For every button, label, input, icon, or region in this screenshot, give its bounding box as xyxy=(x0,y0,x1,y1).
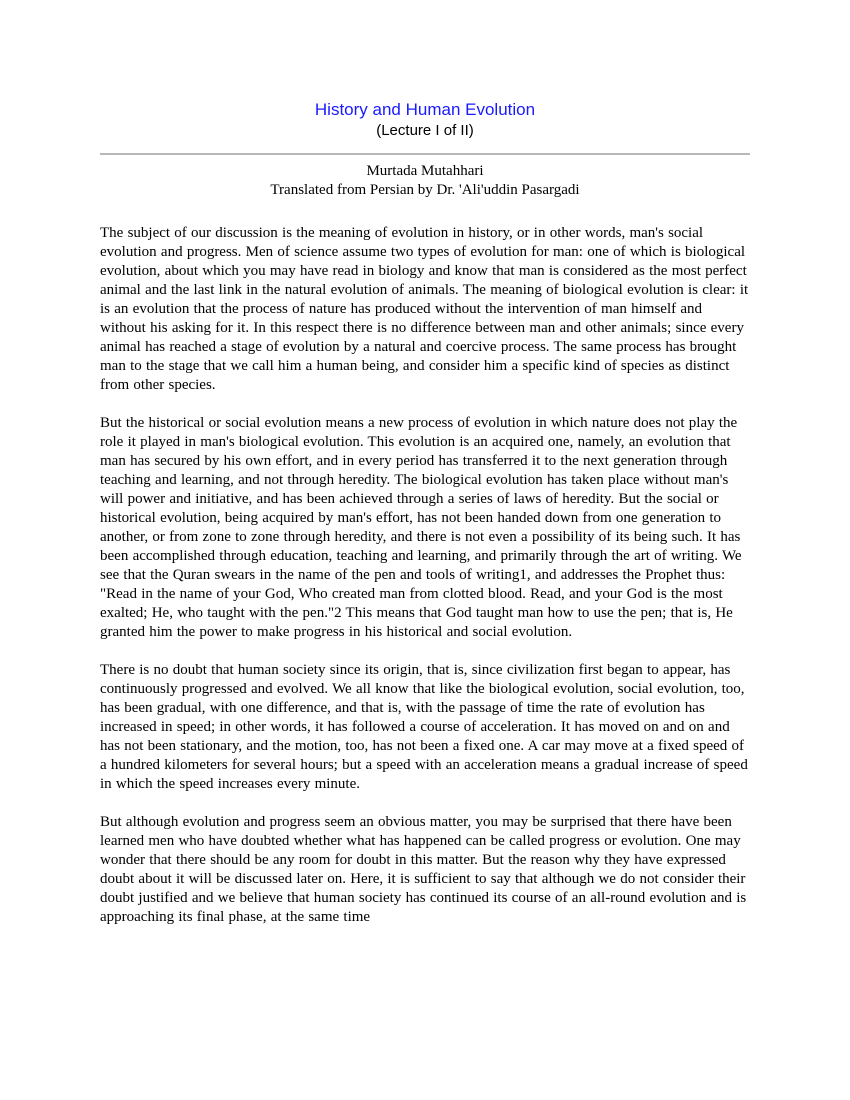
body-paragraph: But the historical or social evolution means a new process of evolution in which nature does not play the role it played in man's biological evolution. This evolution is an acquired one, namely, an evolution that man has secured by his own effort, and in every period has transferred it to the next generation through teaching and learning, and not through heredity. The biological evolution has taken place without man's will power and initiative, and has been achieved through a series of laws of heredity. But the social or historical evolution, being acquired by man's effort, has not been handed down from one generation to another, or from zone to zone through heredity, and there is not even a possibility of its being such. It has been accomplished through education, teaching and learning, and primarily through the art of writing. We see that the Quran swears in the name of the pen and tools of writing1, and addresses the Prophet thus: "Read in the name of your God, Who created man from clotted blood. Read, and your God is the most exalted; He, who taught with the pen."2 This means that God taught man how to use the pen; that is, He granted him the power to make progress in his historical and social evolution. xyxy=(100,415,742,640)
body-paragraph: But although evolution and progress seem an obvious matter, you may be surprised that there have been learned men who have doubted whether what has happened can be called progress or evolution. One may wonder that there should be any room for doubt in this matter. But the reason why they have expressed doubt about it will be discussed later on. Here, it is sufficient to say that although we do not consider their doubt justified and we believe that human society has continued its course of an all-round evolution and is approaching its final phase, at the same time xyxy=(100,814,747,925)
document-title: History and Human Evolution xyxy=(314,100,536,119)
body-paragraph: The subject of our discussion is the meaning of evolution in history, or in other words, man's social evolution and progress. Men of science assume two types of evolution for man: one of which is biological evolution, about which you may have read in biology and know that man is considered as the most perfect animal and the last link in the natural evolution of animals. The meaning of biological evolution is clear: it is an evolution that the process of nature has produced without the intervention of man himself and without his asking for it. In this respect there is no difference between man and other animals; since every animal has reached a stage of evolution by a natural and coercive process. The same process has brought man to the stage that we call him a human being, and consider him a specific kind of species as distinct from other species. xyxy=(100,225,749,393)
body-paragraph: There is no doubt that human society since its origin, that is, since civilization first began to appear, has continuously progressed and evolved. We all know that like the biological evolution, social evolution, too, has been gradual, with one difference, and that is, with the passage of time the rate of evolution has increased in speed; in other words, it has followed a course of acceleration. It has moved on and on and has not been stationary, and the motion, too, has not been a fixed one. A car may move at a fixed speed of a hundred kilometers for several hours; but a speed with an acceleration means a gradual increase of speed in which the speed increases every minute. xyxy=(100,662,748,792)
horizontal-rule xyxy=(100,153,750,155)
author-name: Murtada Mutahhari xyxy=(366,163,484,179)
lecture-subtitle: (Lecture I of II) xyxy=(376,122,474,139)
translator-credit: Translated from Persian by Dr. 'Ali'uddin Pasargadi xyxy=(270,182,580,198)
document-page xyxy=(100,96,750,927)
